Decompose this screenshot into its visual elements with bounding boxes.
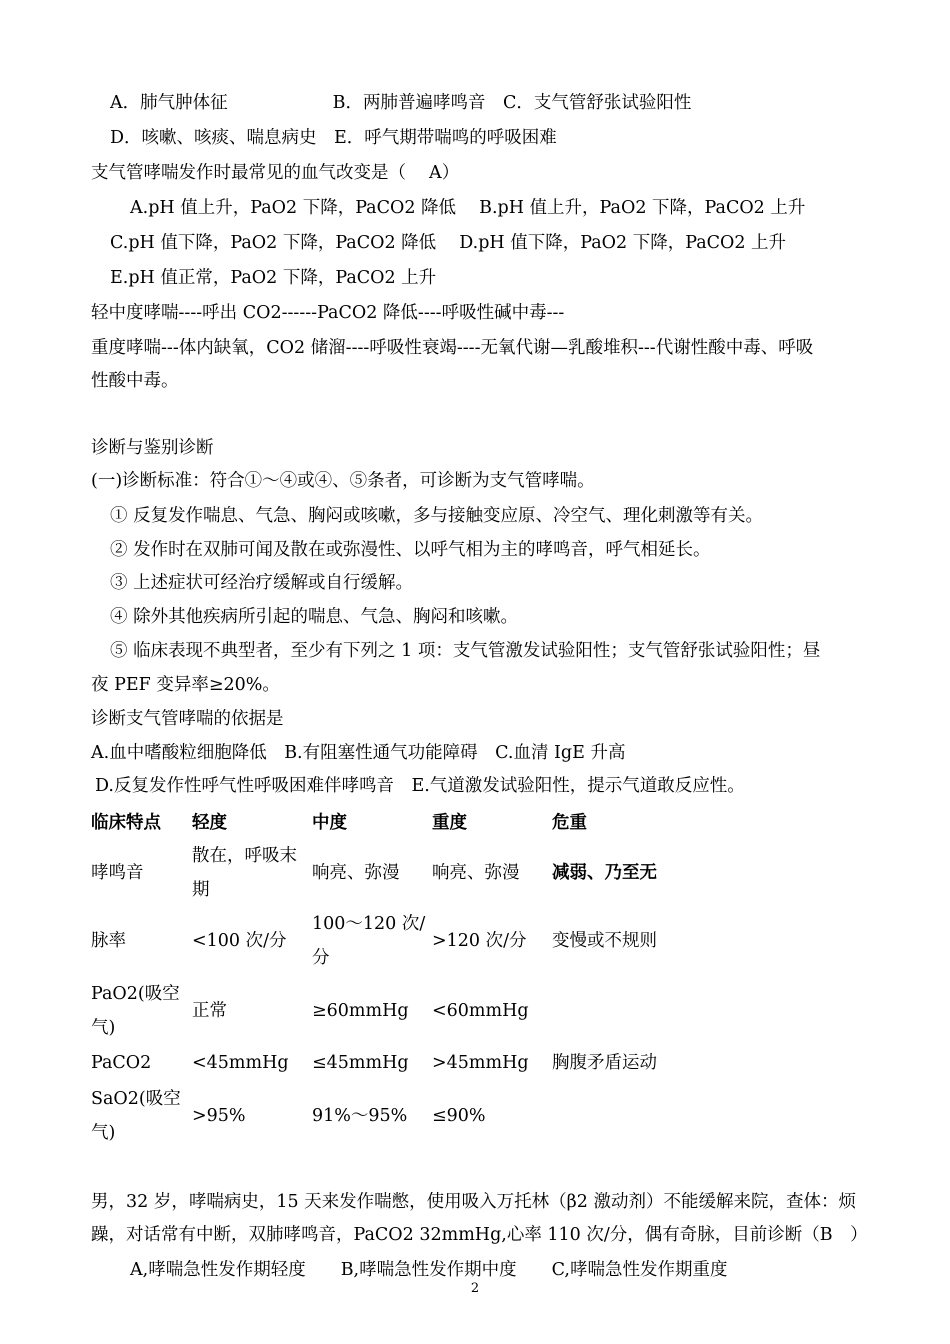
table-cell: 变慢或不规则 (552, 931, 657, 951)
table-header: 重度 (432, 813, 467, 833)
criterion-3: ③ 上述症状可经治疗缓解或自行缓解。 (110, 573, 414, 593)
table-header: 危重 (552, 813, 587, 833)
question-blood-gas: 支气管哮喘发作时最常见的血气改变是（ A） (91, 163, 460, 183)
diagnostic-criteria: (一)诊断标准：符合①～④或④、⑤条者，可诊断为支气管哮喘。 (91, 471, 595, 491)
table-cell: ≤90% (432, 1106, 486, 1126)
criterion-5-cont: 夜 PEF 变异率≥20%。 (91, 675, 280, 695)
table-cell: 100～120 次/分 (312, 914, 426, 968)
table-cell: >45mmHg (432, 1053, 529, 1073)
option-line-de-diag: D.反复发作性呼气性呼吸困难伴哮鸣音 E.气道激发试验阳性，提示气道敢反应性。 (95, 776, 745, 796)
criterion-2: ② 发作时在双肺可闻及散在或弥漫性、以呼气相为主的哮鸣音，呼气相延长。 (110, 540, 711, 560)
table-cell: <100 次/分 (192, 931, 287, 951)
option-line-ab-ph: A.pH 值上升，PaO2 下降，PaCO2 降低 B.pH 值上升，PaO2 下降，PaCO2 上升 (130, 198, 806, 218)
page-number: 2 (470, 1281, 480, 1296)
option-line-e-ph: E.pH 值正常，PaO2 下降，PaCO2 上升 (110, 268, 437, 288)
table-cell: 哮鸣音 (91, 863, 144, 883)
table-cell: PaCO2 (91, 1053, 152, 1073)
table-cell: 脉率 (91, 931, 126, 951)
table-cell: 散在，呼吸末期 (192, 846, 297, 900)
table-cell: >95% (192, 1106, 246, 1126)
table-cell: ≥60mmHg (312, 1001, 409, 1021)
table-cell: >120 次/分 (432, 931, 527, 951)
case-options: A,哮喘急性发作期轻度 B,哮喘急性发作期中度 C,哮喘急性发作期重度 (130, 1260, 728, 1280)
option-line-cd-ph: C.pH 值下降，PaO2 下降，PaCO2 降低 D.pH 值下降，PaO2 下降，PaCO2 上升 (110, 233, 787, 253)
criterion-4: ④ 除外其他疾病所引起的喘息、气急、胸闷和咳嗽。 (110, 607, 519, 627)
table-cell: <60mmHg (432, 1001, 529, 1021)
table-header: 轻度 (192, 813, 227, 833)
criterion-5: ⑤ 临床表现不典型者，至少有下列之 1 项：支气管激发试验阳性；支气管舒张试验阳性；昼 (110, 641, 821, 661)
case-line-2: 躁，对话常有中断，双肺哮鸣音，PaCO2 32mmHg,心率 110 次/分，偶有奇脉，目前诊断（B ） (91, 1225, 868, 1245)
note-severe-asthma: 重度哮喘---体内缺氧，CO2 储溜----呼吸性衰竭----无氧代谢—乳酸堆积---代谢性酸中毒、呼吸 (91, 338, 814, 358)
table-header: 中度 (312, 813, 347, 833)
table-cell: ≤45mmHg (312, 1053, 409, 1073)
table-cell: 响亮、弥漫 (432, 863, 520, 883)
option-line-ab: A．肺气肿体征 B．两肺普遍哮鸣音 C．支气管舒张试验阳性 (110, 93, 692, 113)
option-line-abc-diag: A.血中嗜酸粒细胞降低 B.有阻塞性通气功能障碍 C.血清 IgE 升高 (91, 743, 626, 763)
table-cell: 胸腹矛盾运动 (552, 1053, 657, 1073)
table-cell: <45mmHg (192, 1053, 289, 1073)
note-severe-asthma-cont: 性酸中毒。 (91, 371, 179, 391)
option-line-de: D．咳嗽、咳痰、喘息病史 E．呼气期带喘鸣的呼吸困难 (110, 128, 557, 148)
table-header: 临床特点 (91, 813, 161, 833)
section-heading: 诊断与鉴别诊断 (91, 438, 214, 458)
question-diagnosis: 诊断支气管哮喘的依据是 (91, 709, 284, 729)
table-cell: PaO2(吸空气) (91, 984, 180, 1038)
table-cell: 正常 (192, 1001, 227, 1021)
table-cell: SaO2(吸空气) (91, 1089, 181, 1143)
case-line-1: 男，32 岁，哮喘病史，15 天来发作喘憋，使用吸入万托林（β2 激动剂）不能缓解来院，查体：烦 (91, 1192, 856, 1212)
table-cell: 响亮、弥漫 (312, 863, 400, 883)
criterion-1: ① 反复发作喘息、气急、胸闷或咳嗽，多与接触变应原、冷空气、理化刺激等有关。 (110, 506, 764, 526)
note-mild-asthma: 轻中度哮喘----呼出 CO2------PaCO2 降低----呼吸性碱中毒--- (91, 303, 565, 323)
table-cell: 减弱、乃至无 (552, 863, 657, 883)
table-cell: 91%～95% (312, 1106, 408, 1126)
